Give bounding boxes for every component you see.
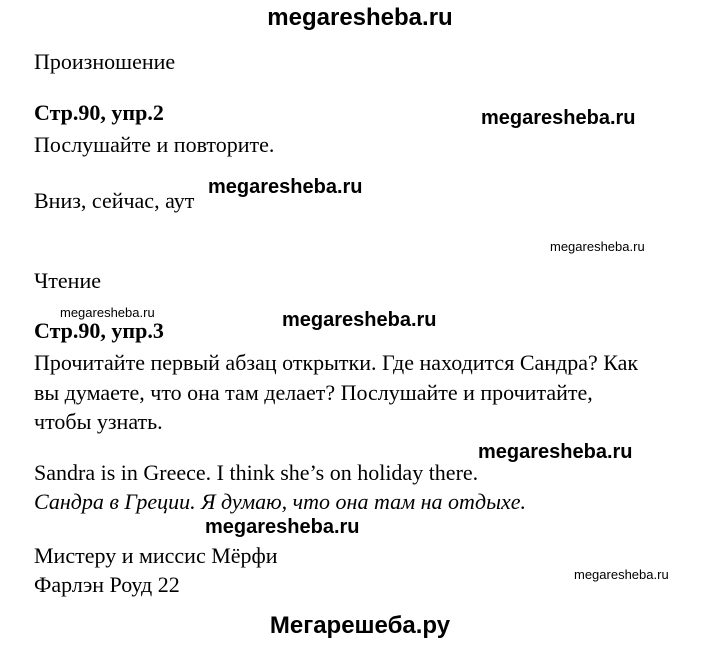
watermark: megaresheba.ru xyxy=(60,305,155,320)
watermark: megaresheba.ru xyxy=(282,309,437,331)
watermark: megaresheba.ru xyxy=(481,107,636,129)
section-title-reading: Чтение xyxy=(34,268,101,293)
watermark: megaresheba.ru xyxy=(478,441,633,463)
exercise-instruction-2: Послушайте и повторите. xyxy=(34,132,275,157)
site-footer: Мегарешеба.ру xyxy=(269,612,451,639)
pronunciation-words: Вниз, сейчас, аут xyxy=(34,188,195,213)
section-title-pronunciation: Произношение xyxy=(34,49,176,74)
exercise-instruction-3-line-1: Прочитайте первый абзац открытки. Где находится Сандра? Как xyxy=(34,350,639,375)
answer-english: Sandra is in Greece. I think she’s on holiday there. xyxy=(34,460,479,485)
site-header: megaresheba.ru xyxy=(267,4,453,31)
exercise-ref-3: Стр.90, упр.3 xyxy=(34,318,164,343)
watermark: megaresheba.ru xyxy=(574,567,669,582)
watermark: megaresheba.ru xyxy=(550,239,645,254)
answer-russian: Сандра в Греции. Я думаю, что она там на отдыхе. xyxy=(34,489,527,514)
exercise-instruction-3-line-3: чтобы узнать. xyxy=(34,409,163,434)
exercise-ref-2: Стр.90, упр.2 xyxy=(34,100,164,125)
address-line-1: Мистеру и миссис Мёрфи xyxy=(34,543,278,568)
address-line-2: Фарлэн Роуд 22 xyxy=(34,572,180,597)
watermark: megaresheba.ru xyxy=(208,176,363,198)
exercise-instruction-3-line-2: вы думаете, что она там делает? Послушайте и прочитайте, xyxy=(34,380,593,405)
watermark: megaresheba.ru xyxy=(205,516,360,538)
